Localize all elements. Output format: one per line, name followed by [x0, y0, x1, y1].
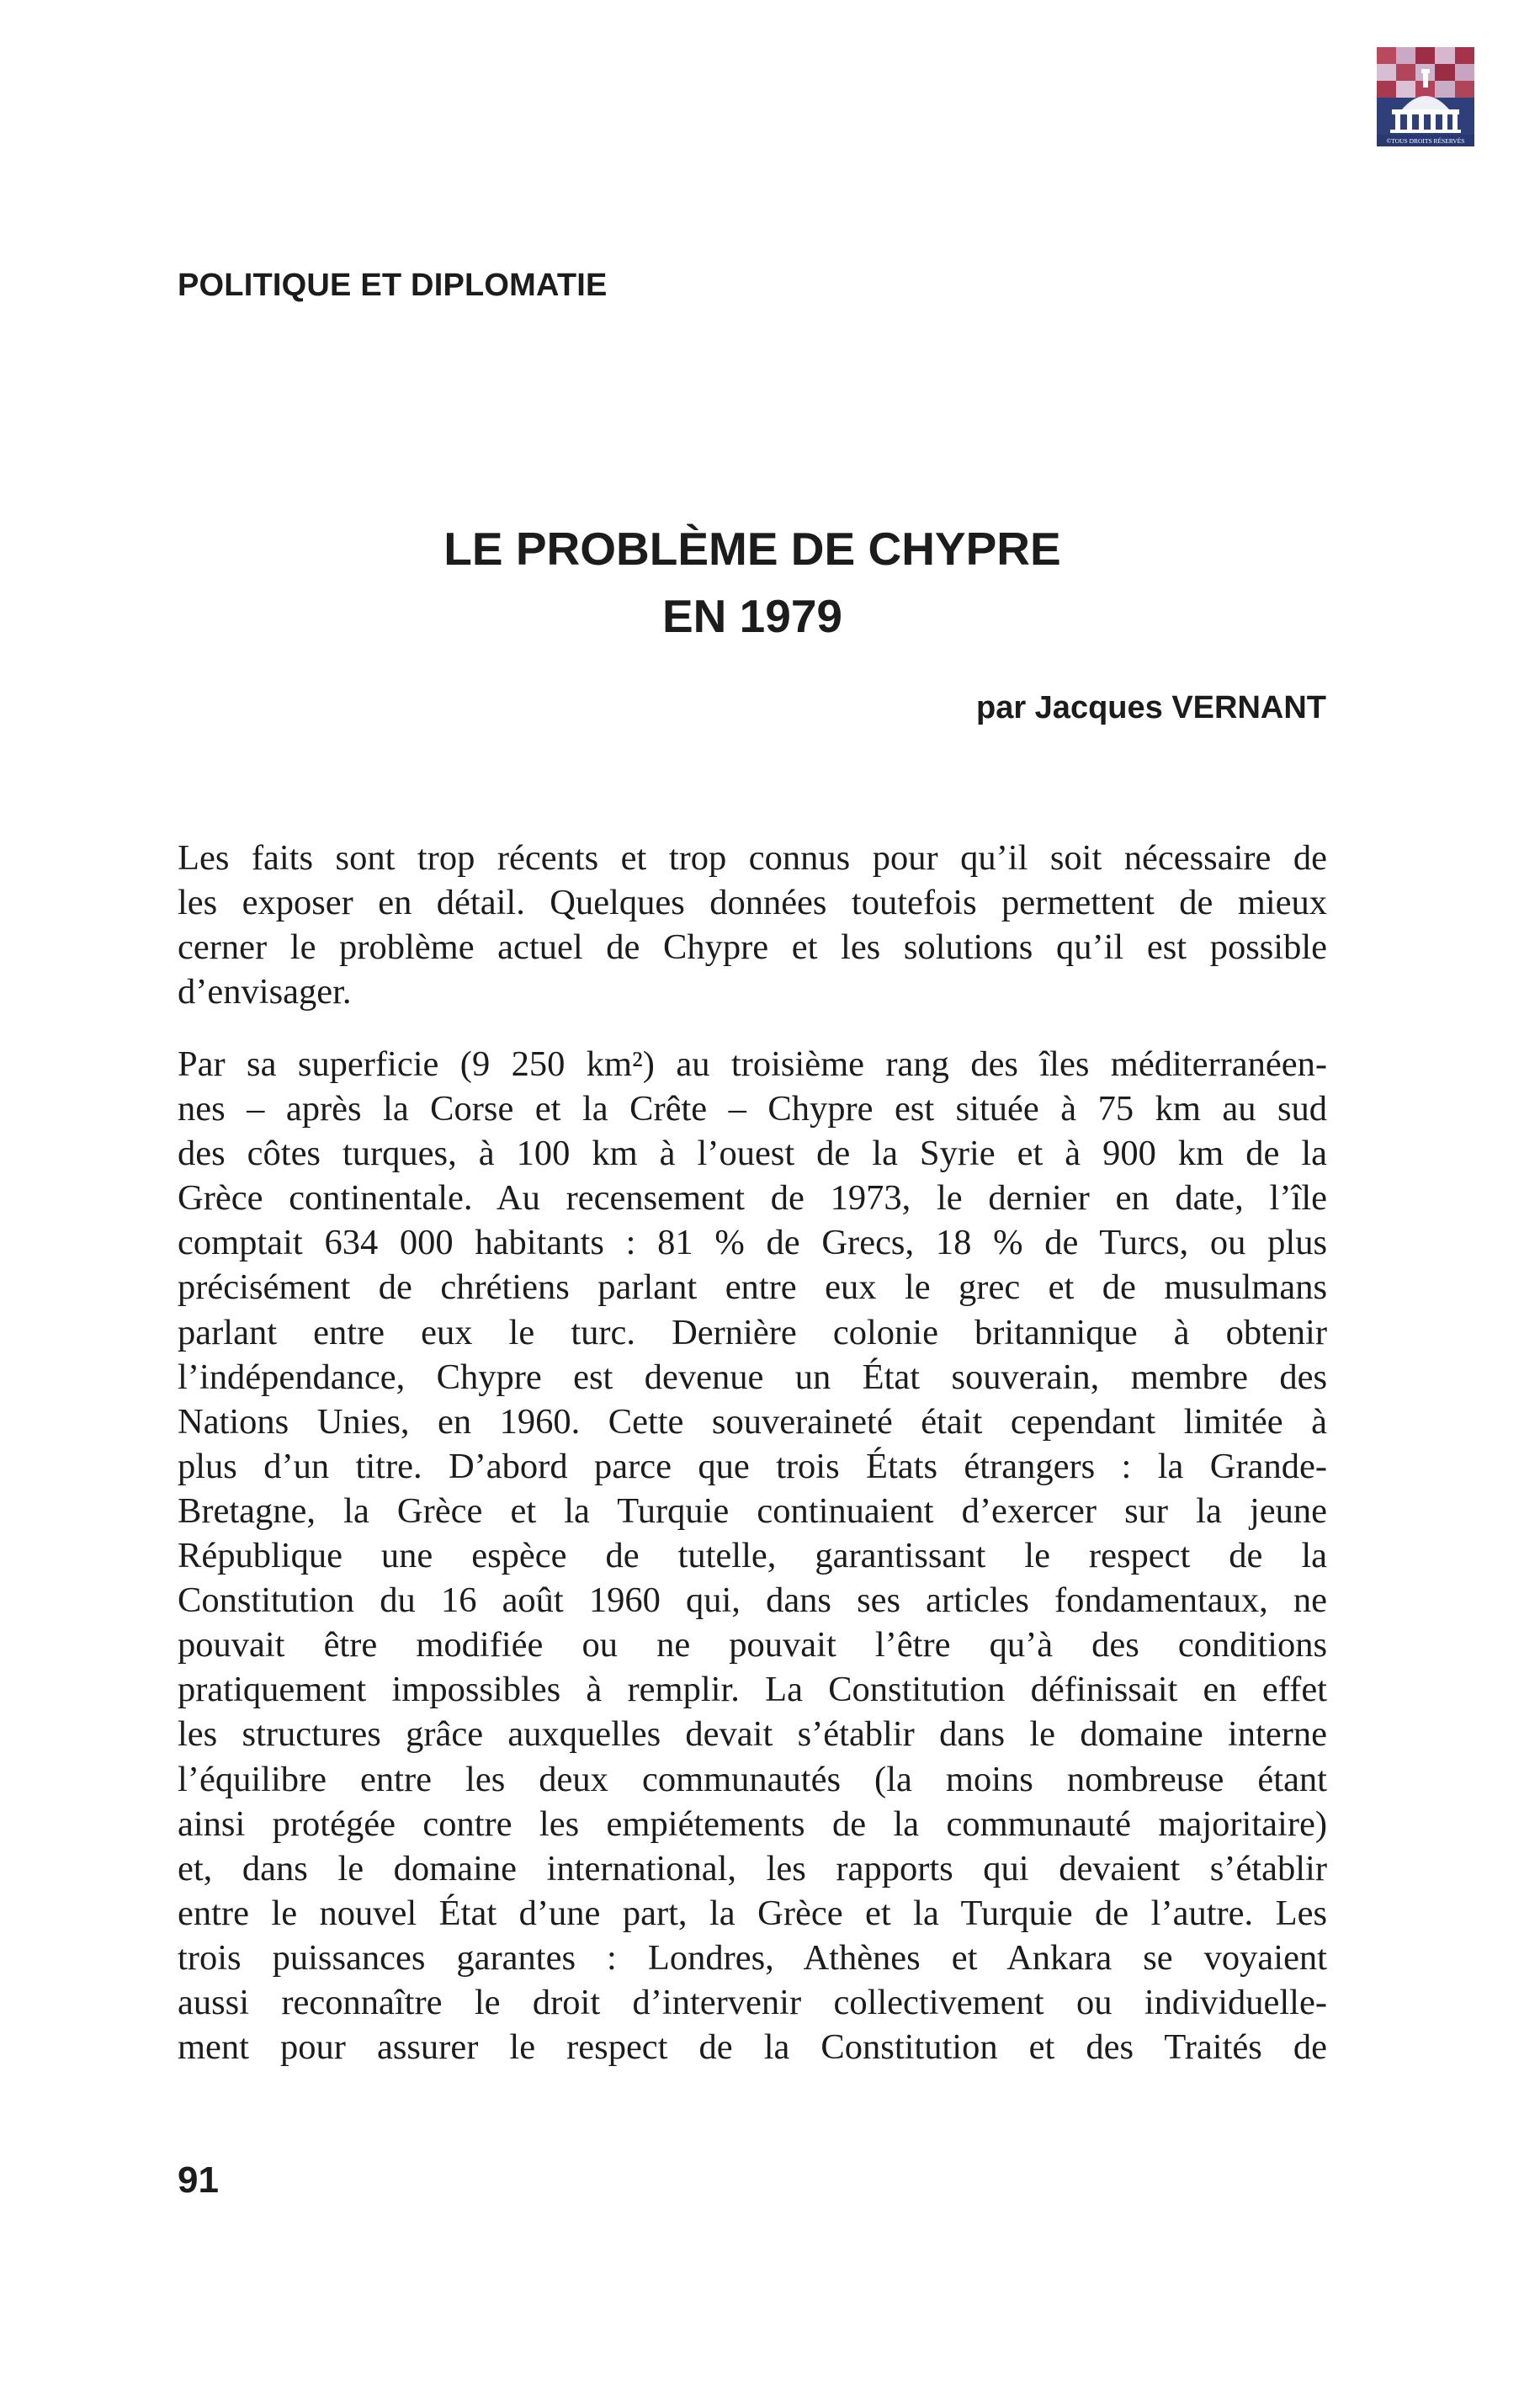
paragraph-geography	[178, 1042, 1327, 2069]
text-line: des côtes turques, à 100 km à l’ouest de la Syrie et à 900 km de la	[178, 1134, 1327, 1174]
text-line: Par sa superficie (9 250 km²) au troisième rang des îles méditerranéen-	[178, 1044, 1327, 1084]
logo-caption: ©TOUS DROITS RÉSERVÉS	[1386, 137, 1465, 145]
text-line: Bretagne, la Grèce et la Turquie continuaient d’exercer sur la jeune	[178, 1490, 1327, 1531]
text-line: ment pour assurer le respect de la Constitution et des Traités de	[178, 2027, 1327, 2068]
text-line: Grèce continentale. Au recensement de 1973, le dernier en date, l’île	[178, 1178, 1327, 1219]
text-line: l’indépendance, Chypre est devenue un État souverain, membre des	[178, 1357, 1327, 1397]
text-line: les structures grâce auxquelles devait s’établir dans le domaine interne	[178, 1714, 1327, 1755]
article-title	[178, 515, 1327, 650]
text-line: pratiquement impossibles à remplir. La Constitution définissait en effet	[178, 1670, 1327, 1710]
title-line: LE PROBLÈME DE CHYPRE	[443, 523, 1061, 575]
text-line: Les faits sont trop récents et trop connus pour qu’il soit nécessaire de	[178, 838, 1327, 878]
text-line: l’équilibre entre les deux communautés (la moins nombreuse étant	[178, 1759, 1327, 1799]
text-line: parlant entre eux le turc. Dernière colonie britannique à obtenir	[178, 1312, 1327, 1352]
text-line: d’envisager.	[178, 972, 352, 1012]
text-line: entre le nouvel État d’une part, la Grèce et la Turquie de l’autre. Les	[178, 1893, 1327, 1933]
text-line: cerner le problème actuel de Chypre et les solutions qu’il est possible	[178, 927, 1327, 968]
section-heading: POLITIQUE ET DIPLOMATIE	[178, 268, 608, 303]
text-line: ainsi protégée contre les empiétements de la communauté majoritaire)	[178, 1803, 1327, 1844]
text-line: les exposer en détail. Quelques données toutefois permettent de mieux	[178, 883, 1327, 923]
text-line: pouvait être modifiée ou ne pouvait l’être qu’à des conditions	[178, 1625, 1327, 1665]
text-line: plus d’un titre. D’abord parce que trois États étrangers : la Grande-	[178, 1446, 1327, 1486]
paragraph-intro	[178, 836, 1327, 1014]
text-line: nes – après la Corse et la Crête – Chypre est située à 75 km au sud	[178, 1089, 1327, 1129]
publisher-logo	[1377, 47, 1474, 146]
text-line: précisément de chrétiens parlant entre eux le grec et de musulmans	[178, 1267, 1327, 1308]
author-byline: par Jacques VERNANT	[975, 690, 1326, 725]
text-line: Nations Unies, en 1960. Cette souveraineté était cependant limitée à	[178, 1401, 1327, 1442]
title-line: EN 1979	[661, 590, 843, 642]
text-line: Constitution du 16 août 1960 qui, dans ses articles fondamentaux, ne	[178, 1580, 1327, 1621]
text-line: République une espèce de tutelle, garantissant le respect de la	[178, 1536, 1327, 1576]
text-line: trois puissances garantes : Londres, Athènes et Ankara se voyaient	[178, 1937, 1327, 1978]
text-line: comptait 634 000 habitants : 81 % de Grecs, 18 % de Turcs, ou plus	[178, 1223, 1327, 1263]
text-line: et, dans le domaine international, les rapports qui devaient s’établir	[178, 1848, 1327, 1888]
page-number: 91	[178, 2159, 219, 2201]
text-line: aussi reconnaître le droit d’intervenir collectivement ou individuelle-	[178, 1982, 1327, 2022]
